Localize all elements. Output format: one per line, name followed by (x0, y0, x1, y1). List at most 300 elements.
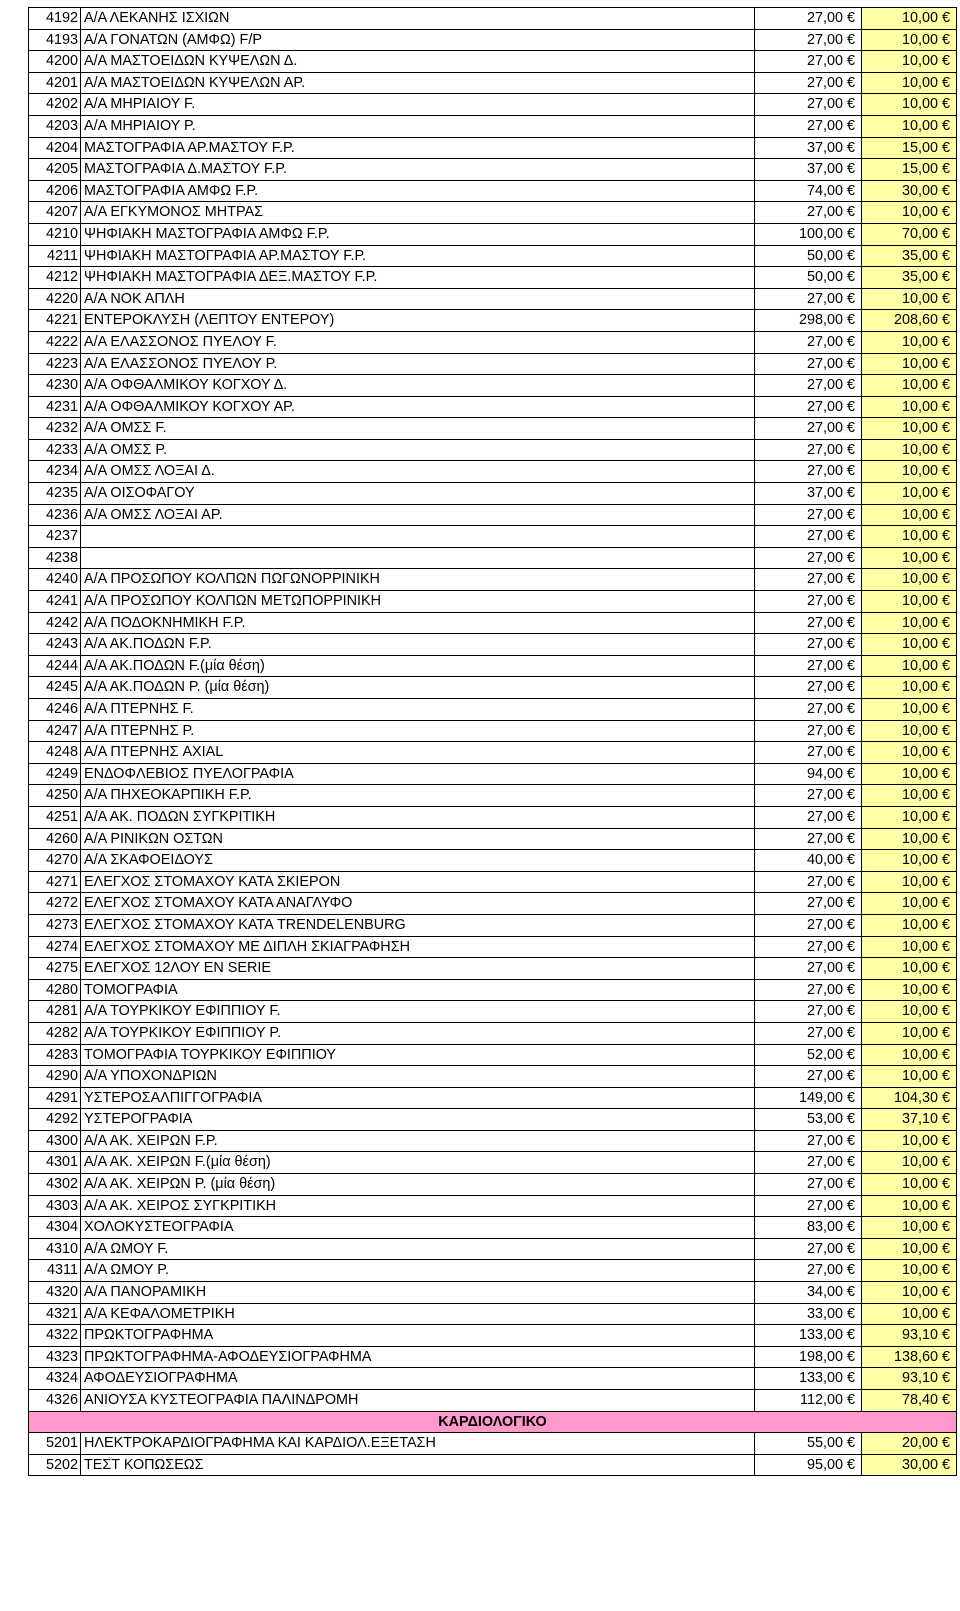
code-cell: 4236 (29, 504, 81, 526)
fee-cell: 30,00 € (862, 180, 957, 202)
table-row (29, 677, 957, 699)
code-cell: 4244 (29, 655, 81, 677)
table-row (29, 245, 957, 267)
table-row (29, 51, 957, 73)
description-cell: ΤΕΣΤ ΚΟΠΩΣΕΩΣ (81, 1454, 755, 1476)
price-cell: 27,00 € (755, 591, 862, 613)
code-cell: 4246 (29, 699, 81, 721)
description-cell: ΕΛΕΓΧΟΣ ΣΤΟΜΑΧΟΥ ΜΕ ΔΙΠΛΗ ΣΚΙΑΓΡΑΦΗΣΗ (81, 936, 755, 958)
code-cell: 4271 (29, 871, 81, 893)
code-cell: 4193 (29, 29, 81, 51)
fee-cell: 10,00 € (862, 8, 957, 30)
code-cell: 4320 (29, 1282, 81, 1304)
table-row (29, 396, 957, 418)
description-cell: Α/Α ΑΚ. ΠΟΔΩΝ ΣΥΓΚΡΙΤΙΚΗ (81, 806, 755, 828)
price-cell: 27,00 € (755, 353, 862, 375)
fee-cell: 10,00 € (862, 1152, 957, 1174)
price-list-table (28, 7, 957, 1476)
fee-cell: 10,00 € (862, 504, 957, 526)
description-cell: Α/Α ΜΗΡΙΑΙΟΥ Ρ. (81, 115, 755, 137)
table-row (29, 1260, 957, 1282)
fee-cell: 70,00 € (862, 223, 957, 245)
description-cell: ΥΣΤΕΡΟΣΑΛΠΙΓΓΟΓΡΑΦΙΑ (81, 1087, 755, 1109)
fee-cell: 15,00 € (862, 159, 957, 181)
fee-cell: 10,00 € (862, 655, 957, 677)
price-cell: 27,00 € (755, 720, 862, 742)
table-row (29, 1087, 957, 1109)
description-cell: Α/Α ΩΜΟΥ F. (81, 1238, 755, 1260)
description-cell: Α/Α ΛΕΚΑΝΗΣ ΙΣΧΙΩΝ (81, 8, 755, 30)
price-cell: 133,00 € (755, 1368, 862, 1390)
table-row (29, 1066, 957, 1088)
fee-cell: 15,00 € (862, 137, 957, 159)
table-row (29, 612, 957, 634)
price-cell: 27,00 € (755, 461, 862, 483)
fee-cell: 10,00 € (862, 720, 957, 742)
code-cell: 4310 (29, 1238, 81, 1260)
table-row (29, 1368, 957, 1390)
code-cell: 4260 (29, 828, 81, 850)
description-cell: ΕΛΕΓΧΟΣ ΣΤΟΜΑΧΟΥ ΚΑΤΑ ΣΚΙΕΡΟΝ (81, 871, 755, 893)
table-row (29, 763, 957, 785)
price-cell: 37,00 € (755, 137, 862, 159)
description-cell: ΠΡΩΚΤΟΓΡΑΦΗΜΑ (81, 1325, 755, 1347)
price-cell: 27,00 € (755, 8, 862, 30)
description-cell: Α/Α ΟΜΣΣ Ρ. (81, 439, 755, 461)
description-cell: Α/Α ΟΜΣΣ ΛΟΞΑΙ Δ. (81, 461, 755, 483)
price-cell: 27,00 € (755, 115, 862, 137)
price-cell: 27,00 € (755, 51, 862, 73)
price-cell: 27,00 € (755, 914, 862, 936)
fee-cell: 30,00 € (862, 1454, 957, 1476)
description-cell: Α/Α ΝΟΚ ΑΠΛΗ (81, 288, 755, 310)
code-cell: 4247 (29, 720, 81, 742)
price-cell: 27,00 € (755, 1238, 862, 1260)
price-cell: 55,00 € (755, 1433, 862, 1455)
table-row (29, 1346, 957, 1368)
description-cell: Α/Α ΜΑΣΤΟΕΙΔΩΝ ΚΥΨΕΛΩΝ ΑΡ. (81, 72, 755, 94)
code-cell: 4275 (29, 958, 81, 980)
description-cell: ΨΗΦΙΑΚΗ ΜΑΣΤΟΓΡΑΦΙΑ ΑΜΦΩ F.P. (81, 223, 755, 245)
table-row (29, 267, 957, 289)
description-cell: ΨΗΦΙΑΚΗ ΜΑΣΤΟΓΡΑΦΙΑ ΔΕΞ.ΜΑΣΤΟΥ F.P. (81, 267, 755, 289)
table-row (29, 1433, 957, 1455)
description-cell: ΧΟΛΟΚΥΣΤΕΟΓΡΑΦΙΑ (81, 1217, 755, 1239)
fee-cell: 10,00 € (862, 742, 957, 764)
table-row (29, 1001, 957, 1023)
fee-cell: 10,00 € (862, 763, 957, 785)
price-cell: 133,00 € (755, 1325, 862, 1347)
price-cell: 27,00 € (755, 828, 862, 850)
fee-cell: 10,00 € (862, 1001, 957, 1023)
fee-cell: 10,00 € (862, 591, 957, 613)
fee-cell: 138,60 € (862, 1346, 957, 1368)
fee-cell: 10,00 € (862, 1066, 957, 1088)
price-cell: 27,00 € (755, 871, 862, 893)
table-row (29, 1109, 957, 1131)
description-cell: Α/Α ΕΛΑΣΣΟΝΟΣ ΠΥΕΛΟΥ Ρ. (81, 353, 755, 375)
table-row (29, 720, 957, 742)
fee-cell: 104,30 € (862, 1087, 957, 1109)
table-row (29, 742, 957, 764)
fee-cell: 10,00 € (862, 115, 957, 137)
description-cell: ΥΣΤΕΡΟΓΡΑΦΙΑ (81, 1109, 755, 1131)
table-row (29, 1022, 957, 1044)
table-row (29, 655, 957, 677)
code-cell: 4204 (29, 137, 81, 159)
description-cell: Α/Α ΟΜΣΣ ΛΟΞΑΙ ΑΡ. (81, 504, 755, 526)
code-cell: 4250 (29, 785, 81, 807)
code-cell: 4323 (29, 1346, 81, 1368)
description-cell: Α/Α ΓΟΝΑΤΩΝ (ΑΜΦΩ) F/P (81, 29, 755, 51)
table-row (29, 29, 957, 51)
description-cell: Α/Α ΑΚ.ΠΟΔΩΝ Ρ. (μία θέση) (81, 677, 755, 699)
code-cell: 4242 (29, 612, 81, 634)
table-row (29, 1195, 957, 1217)
code-cell: 4241 (29, 591, 81, 613)
price-cell: 27,00 € (755, 1066, 862, 1088)
description-cell: Α/Α ΥΠΟΧΟΝΔΡΙΩΝ (81, 1066, 755, 1088)
price-cell: 27,00 € (755, 655, 862, 677)
fee-cell: 10,00 € (862, 893, 957, 915)
price-cell: 27,00 € (755, 375, 862, 397)
code-cell: 4207 (29, 202, 81, 224)
section-title: ΚΑΡΔΙΟΛΟΓΙΚΟ (29, 1411, 957, 1433)
table-row (29, 1325, 957, 1347)
price-cell: 27,00 € (755, 94, 862, 116)
fee-cell: 208,60 € (862, 310, 957, 332)
fee-cell: 10,00 € (862, 850, 957, 872)
table-row (29, 914, 957, 936)
description-cell: ΕΝΔΟΦΛΕΒΙΟΣ ΠΥΕΛΟΓΡΑΦΙΑ (81, 763, 755, 785)
code-cell: 4302 (29, 1174, 81, 1196)
fee-cell: 10,00 € (862, 569, 957, 591)
price-cell: 27,00 € (755, 612, 862, 634)
description-cell: Α/Α ΠΤΕΡΝΗΣ AXIAL (81, 742, 755, 764)
price-cell: 53,00 € (755, 1109, 862, 1131)
price-cell: 27,00 € (755, 1260, 862, 1282)
fee-cell: 10,00 € (862, 1044, 957, 1066)
price-cell: 198,00 € (755, 1346, 862, 1368)
fee-cell: 10,00 € (862, 612, 957, 634)
fee-cell: 78,40 € (862, 1390, 957, 1412)
fee-cell: 10,00 € (862, 461, 957, 483)
description-cell: Α/Α ΠΡΟΣΩΠΟΥ ΚΟΛΠΩΝ ΠΩΓΩΝΟΡΡΙΝΙΚΗ (81, 569, 755, 591)
code-cell: 4205 (29, 159, 81, 181)
price-cell: 27,00 € (755, 547, 862, 569)
code-cell: 4324 (29, 1368, 81, 1390)
price-cell: 27,00 € (755, 288, 862, 310)
section-header-row (29, 1411, 957, 1433)
price-cell: 27,00 € (755, 958, 862, 980)
code-cell: 4292 (29, 1109, 81, 1131)
table-row (29, 137, 957, 159)
description-cell: ΤΟΜΟΓΡΑΦΙΑ ΤΟΥΡΚΙΚΟΥ ΕΦΙΠΠΙΟΥ (81, 1044, 755, 1066)
table-row (29, 418, 957, 440)
code-cell: 4273 (29, 914, 81, 936)
code-cell: 4203 (29, 115, 81, 137)
description-cell: ΕΛΕΓΧΟΣ 12ΛΟΥ ΕΝ SERIE (81, 958, 755, 980)
fee-cell: 10,00 € (862, 1022, 957, 1044)
description-cell: Α/Α ΣΚΑΦΟΕΙΔΟΥΣ (81, 850, 755, 872)
code-cell: 4202 (29, 94, 81, 116)
price-cell: 37,00 € (755, 159, 862, 181)
price-cell: 94,00 € (755, 763, 862, 785)
description-cell: ΜΑΣΤΟΓΡΑΦΙΑ ΑΜΦΩ F.P. (81, 180, 755, 202)
code-cell: 4220 (29, 288, 81, 310)
code-cell: 4240 (29, 569, 81, 591)
fee-cell: 10,00 € (862, 353, 957, 375)
section-cardiology (29, 1411, 957, 1433)
price-cell: 27,00 € (755, 418, 862, 440)
price-cell: 27,00 € (755, 331, 862, 353)
table-row (29, 871, 957, 893)
price-cell: 27,00 € (755, 1001, 862, 1023)
code-cell: 4251 (29, 806, 81, 828)
code-cell: 4222 (29, 331, 81, 353)
code-cell: 4238 (29, 547, 81, 569)
description-cell: Α/Α ΤΟΥΡΚΙΚΟΥ ΕΦΙΠΠΙΟΥ Ρ. (81, 1022, 755, 1044)
price-cell: 27,00 € (755, 634, 862, 656)
description-cell (81, 526, 755, 548)
code-cell: 4249 (29, 763, 81, 785)
price-cell: 27,00 € (755, 396, 862, 418)
fee-cell: 37,10 € (862, 1109, 957, 1131)
fee-cell: 10,00 € (862, 871, 957, 893)
price-cell: 27,00 € (755, 569, 862, 591)
price-cell: 27,00 € (755, 1174, 862, 1196)
code-cell: 4322 (29, 1325, 81, 1347)
fee-cell: 10,00 € (862, 547, 957, 569)
code-cell: 5202 (29, 1454, 81, 1476)
code-cell: 4234 (29, 461, 81, 483)
price-cell: 27,00 € (755, 1022, 862, 1044)
code-cell: 4304 (29, 1217, 81, 1239)
code-cell: 4248 (29, 742, 81, 764)
fee-cell: 10,00 € (862, 677, 957, 699)
description-cell: Α/Α ΟΜΣΣ F. (81, 418, 755, 440)
fee-cell: 10,00 € (862, 699, 957, 721)
description-cell: ΕΛΕΓΧΟΣ ΣΤΟΜΑΧΟΥ ΚΑΤΑ ΑΝΑΓΛΥΦΟ (81, 893, 755, 915)
description-cell: ΨΗΦΙΑΚΗ ΜΑΣΤΟΓΡΑΦΙΑ ΑΡ.ΜΑΣΤΟΥ F.P. (81, 245, 755, 267)
price-cell: 37,00 € (755, 483, 862, 505)
description-cell: Α/Α ΑΚ.ΠΟΔΩΝ F.P. (81, 634, 755, 656)
table-row (29, 288, 957, 310)
code-cell: 4206 (29, 180, 81, 202)
table-row (29, 785, 957, 807)
code-cell: 4235 (29, 483, 81, 505)
table-row (29, 159, 957, 181)
code-cell: 5201 (29, 1433, 81, 1455)
description-cell: ΜΑΣΤΟΓΡΑΦΙΑ Δ.ΜΑΣΤΟΥ F.P. (81, 159, 755, 181)
price-cell: 33,00 € (755, 1303, 862, 1325)
description-cell: Α/Α ΑΚ. ΧΕΙΡΩΝ Ρ. (μία θέση) (81, 1174, 755, 1196)
code-cell: 4212 (29, 267, 81, 289)
table-row (29, 331, 957, 353)
table-row (29, 699, 957, 721)
price-cell: 27,00 € (755, 1130, 862, 1152)
section-cardiology-rows (29, 1433, 957, 1476)
table-row (29, 115, 957, 137)
description-cell: Α/Α ΟΙΣΟΦΑΓΟΥ (81, 483, 755, 505)
table-row (29, 180, 957, 202)
fee-cell: 10,00 € (862, 979, 957, 1001)
price-cell: 298,00 € (755, 310, 862, 332)
fee-cell: 10,00 € (862, 375, 957, 397)
fee-cell: 10,00 € (862, 483, 957, 505)
description-cell: ΤΟΜΟΓΡΑΦΙΑ (81, 979, 755, 1001)
table-row (29, 893, 957, 915)
fee-cell: 10,00 € (862, 72, 957, 94)
table-row (29, 94, 957, 116)
fee-cell: 10,00 € (862, 785, 957, 807)
table-row (29, 1174, 957, 1196)
fee-cell: 35,00 € (862, 245, 957, 267)
table-row (29, 375, 957, 397)
price-list-sheet (28, 7, 956, 1476)
table-row (29, 569, 957, 591)
price-cell: 50,00 € (755, 245, 862, 267)
table-row (29, 526, 957, 548)
fee-cell: 10,00 € (862, 29, 957, 51)
price-cell: 149,00 € (755, 1087, 862, 1109)
price-cell: 27,00 € (755, 677, 862, 699)
fee-cell: 10,00 € (862, 331, 957, 353)
table-row (29, 806, 957, 828)
price-cell: 27,00 € (755, 202, 862, 224)
price-cell: 34,00 € (755, 1282, 862, 1304)
fee-cell: 10,00 € (862, 1195, 957, 1217)
table-row (29, 1454, 957, 1476)
code-cell: 4192 (29, 8, 81, 30)
table-row (29, 850, 957, 872)
table-row (29, 461, 957, 483)
description-cell: ΕΛΕΓΧΟΣ ΣΤΟΜΑΧΟΥ ΚΑΤΑ TRENDELENBURG (81, 914, 755, 936)
price-cell: 95,00 € (755, 1454, 862, 1476)
code-cell: 4223 (29, 353, 81, 375)
code-cell: 4290 (29, 1066, 81, 1088)
description-cell: Α/Α ΠΗΧΕΟΚΑΡΠΙΚΗ F.P. (81, 785, 755, 807)
code-cell: 4232 (29, 418, 81, 440)
fee-cell: 10,00 € (862, 936, 957, 958)
code-cell: 4201 (29, 72, 81, 94)
fee-cell: 10,00 € (862, 1217, 957, 1239)
table-row (29, 547, 957, 569)
price-cell: 27,00 € (755, 439, 862, 461)
description-cell: Α/Α ΕΛΑΣΣΟΝΟΣ ΠΥΕΛΟΥ F. (81, 331, 755, 353)
table-row (29, 439, 957, 461)
price-cell: 27,00 € (755, 785, 862, 807)
table-row (29, 310, 957, 332)
description-cell: ΕΝΤΕΡΟΚΛΥΣΗ (ΛΕΠΤΟΥ ΕΝΤΕΡΟΥ) (81, 310, 755, 332)
fee-cell: 10,00 € (862, 806, 957, 828)
fee-cell: 10,00 € (862, 828, 957, 850)
table-row (29, 591, 957, 613)
price-cell: 27,00 € (755, 29, 862, 51)
price-cell: 112,00 € (755, 1390, 862, 1412)
table-row (29, 1282, 957, 1304)
table-row (29, 1303, 957, 1325)
description-cell: Α/Α ΑΚ. ΧΕΙΡΟΣ ΣΥΓΚΡΙΤΙΚΗ (81, 1195, 755, 1217)
price-cell: 50,00 € (755, 267, 862, 289)
price-cell: 27,00 € (755, 893, 862, 915)
code-cell: 4243 (29, 634, 81, 656)
code-cell: 4300 (29, 1130, 81, 1152)
code-cell: 4321 (29, 1303, 81, 1325)
description-cell: ΠΡΩΚΤΟΓΡΑΦΗΜΑ-ΑΦΟΔΕΥΣΙΟΓΡΑΦΗΜΑ (81, 1346, 755, 1368)
price-cell: 27,00 € (755, 979, 862, 1001)
code-cell: 4245 (29, 677, 81, 699)
price-cell: 27,00 € (755, 1152, 862, 1174)
fee-cell: 10,00 € (862, 1130, 957, 1152)
description-cell: ΗΛΕΚΤΡΟΚΑΡΔΙΟΓΡΑΦΗΜΑ ΚΑΙ ΚΑΡΔΙΟΛ.ΕΞΕΤΑΣΗ (81, 1433, 755, 1455)
code-cell: 4301 (29, 1152, 81, 1174)
price-cell: 27,00 € (755, 742, 862, 764)
table-row (29, 1390, 957, 1412)
fee-cell: 10,00 € (862, 634, 957, 656)
description-cell: Α/Α ΡΙΝΙΚΩΝ ΟΣΤΩΝ (81, 828, 755, 850)
fee-cell: 10,00 € (862, 51, 957, 73)
description-cell: Α/Α ΜΗΡΙΑΙΟΥ F. (81, 94, 755, 116)
fee-cell: 10,00 € (862, 1174, 957, 1196)
fee-cell: 93,10 € (862, 1368, 957, 1390)
table-row (29, 936, 957, 958)
table-row (29, 353, 957, 375)
fee-cell: 10,00 € (862, 418, 957, 440)
code-cell: 4280 (29, 979, 81, 1001)
fee-cell: 10,00 € (862, 1260, 957, 1282)
table-row (29, 979, 957, 1001)
price-cell: 83,00 € (755, 1217, 862, 1239)
description-cell: Α/Α ΑΚ.ΠΟΔΩΝ F.(μία θέση) (81, 655, 755, 677)
code-cell: 4211 (29, 245, 81, 267)
code-cell: 4311 (29, 1260, 81, 1282)
code-cell: 4272 (29, 893, 81, 915)
table-row (29, 1238, 957, 1260)
description-cell: Α/Α ΠΡΟΣΩΠΟΥ ΚΟΛΠΩΝ ΜΕΤΩΠΟΡΡΙΝΙΚΗ (81, 591, 755, 613)
code-cell: 4283 (29, 1044, 81, 1066)
price-list-body (29, 8, 957, 1412)
price-cell: 27,00 € (755, 1195, 862, 1217)
code-cell: 4200 (29, 51, 81, 73)
fee-cell: 10,00 € (862, 202, 957, 224)
code-cell: 4237 (29, 526, 81, 548)
description-cell: Α/Α ΩΜΟΥ Ρ. (81, 1260, 755, 1282)
fee-cell: 20,00 € (862, 1433, 957, 1455)
description-cell: ΑΝΙΟΥΣΑ ΚΥΣΤΕΟΓΡΑΦΙΑ ΠΑΛΙΝΔΡΟΜΗ (81, 1390, 755, 1412)
fee-cell: 10,00 € (862, 288, 957, 310)
description-cell: ΜΑΣΤΟΓΡΑΦΙΑ ΑΡ.ΜΑΣΤΟΥ F.P. (81, 137, 755, 159)
fee-cell: 35,00 € (862, 267, 957, 289)
fee-cell: 10,00 € (862, 1282, 957, 1304)
table-row (29, 1130, 957, 1152)
description-cell: Α/Α ΠΤΕΡΝΗΣ Ρ. (81, 720, 755, 742)
price-cell: 40,00 € (755, 850, 862, 872)
description-cell: Α/Α ΜΑΣΤΟΕΙΔΩΝ ΚΥΨΕΛΩΝ Δ. (81, 51, 755, 73)
price-cell: 52,00 € (755, 1044, 862, 1066)
fee-cell: 10,00 € (862, 1238, 957, 1260)
table-row (29, 483, 957, 505)
description-cell: Α/Α ΠΤΕΡΝΗΣ F. (81, 699, 755, 721)
price-cell: 27,00 € (755, 699, 862, 721)
table-row (29, 72, 957, 94)
code-cell: 4303 (29, 1195, 81, 1217)
fee-cell: 10,00 € (862, 958, 957, 980)
fee-cell: 10,00 € (862, 439, 957, 461)
price-cell: 74,00 € (755, 180, 862, 202)
table-row (29, 828, 957, 850)
table-row (29, 634, 957, 656)
